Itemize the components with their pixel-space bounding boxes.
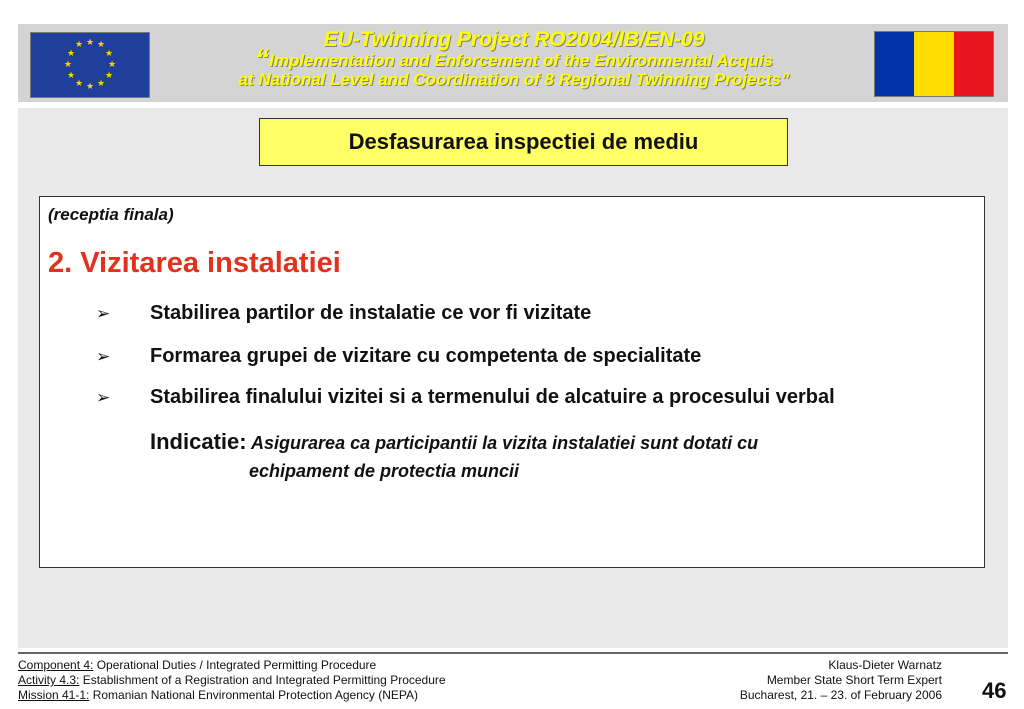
eu-star-icon: ★ <box>66 70 76 81</box>
arrow-bullet-icon: ➢ <box>96 387 111 408</box>
bullet-item <box>96 345 701 368</box>
event-place-date: Bucharest, 21. – 23. of February 2006 <box>739 688 942 702</box>
section-heading: 2. Vizitarea instalatiei <box>48 247 341 279</box>
slide-subtitle: (receptia finala) <box>48 205 174 224</box>
footer-value: Establishment of a Registration and Integrated Permitting Procedure <box>79 673 446 687</box>
page-number: 46 <box>982 678 1007 703</box>
bullet-item <box>96 386 835 409</box>
footer-value: Operational Duties / Integrated Permitting Procedure <box>93 658 377 672</box>
eu-star-icon: ★ <box>75 78 84 89</box>
slide-body <box>18 108 1008 648</box>
romania-flag-icon <box>874 31 994 97</box>
note <box>150 429 758 482</box>
footer-key: Activity 4.3: <box>18 673 80 687</box>
flag-stripe-yellow <box>914 32 953 96</box>
project-name <box>158 43 870 74</box>
bullet-text: Stabilirea finalului vizitei si a termenului de alcatuire a procesului verbal <box>150 386 835 408</box>
eu-star-icon: ★ <box>108 59 117 70</box>
project-code: EU-Twinning Project RO2004/IB/EN-09 <box>323 28 705 51</box>
project-subtitle: at National Level and Coordination of 8 Regional Twinning Projects” <box>238 70 790 89</box>
eu-star-icon: ★ <box>97 78 106 89</box>
eu-flag-icon <box>30 32 150 98</box>
note-text: Asigurarea ca participantii la vizita instalatiei sunt dotati cu <box>251 433 759 453</box>
eu-star-icon: ★ <box>97 40 106 51</box>
header-bar <box>18 24 1008 102</box>
eu-star-icon: ★ <box>66 48 76 59</box>
eu-star-icon: ★ <box>86 37 95 48</box>
note-text-continued: echipament de protectia muncii <box>249 461 520 481</box>
eu-star-icon: ★ <box>86 81 95 92</box>
footer-key: Component 4: <box>18 658 94 672</box>
eu-star-icon: ★ <box>105 48 114 59</box>
note-label: Indicatie: <box>150 429 247 454</box>
flag-stripe-blue <box>875 32 914 96</box>
eu-star-icon: ★ <box>105 70 114 81</box>
arrow-bullet-icon: ➢ <box>96 346 111 367</box>
footer-divider <box>18 652 1008 654</box>
eu-star-icon: ★ <box>64 59 73 70</box>
footer-left <box>18 658 446 703</box>
footer-mission <box>18 688 446 703</box>
bullet-text: Stabilirea partilor de instalatie ce vor fi vizitate <box>150 302 592 324</box>
arrow-bullet-icon: ➢ <box>96 303 111 324</box>
footer-key: Mission 41-1: <box>18 688 90 702</box>
eu-star-icon: ★ <box>75 40 84 51</box>
slide-title: Desfasurarea inspectiei de mediu <box>259 118 788 166</box>
footer-activity <box>18 673 446 688</box>
project-title <box>158 29 870 89</box>
footer-component <box>18 658 446 673</box>
footer-value: Romanian National Environmental Protection Agency (NEPA) <box>89 688 418 702</box>
bullet-item <box>96 302 591 325</box>
flag-stripe-red <box>954 32 993 96</box>
open-quote: “ <box>255 43 270 74</box>
author-name: Klaus-Dieter Warnatz <box>828 658 942 672</box>
project-name-text: Implementation and Enforcement of the Environmental Acquis <box>269 51 773 70</box>
content-box <box>39 196 985 568</box>
footer-right <box>740 658 942 703</box>
author-role: Member State Short Term Expert <box>766 673 942 687</box>
bullet-text: Formarea grupei de vizitare cu competenta de specialitate <box>150 345 702 367</box>
